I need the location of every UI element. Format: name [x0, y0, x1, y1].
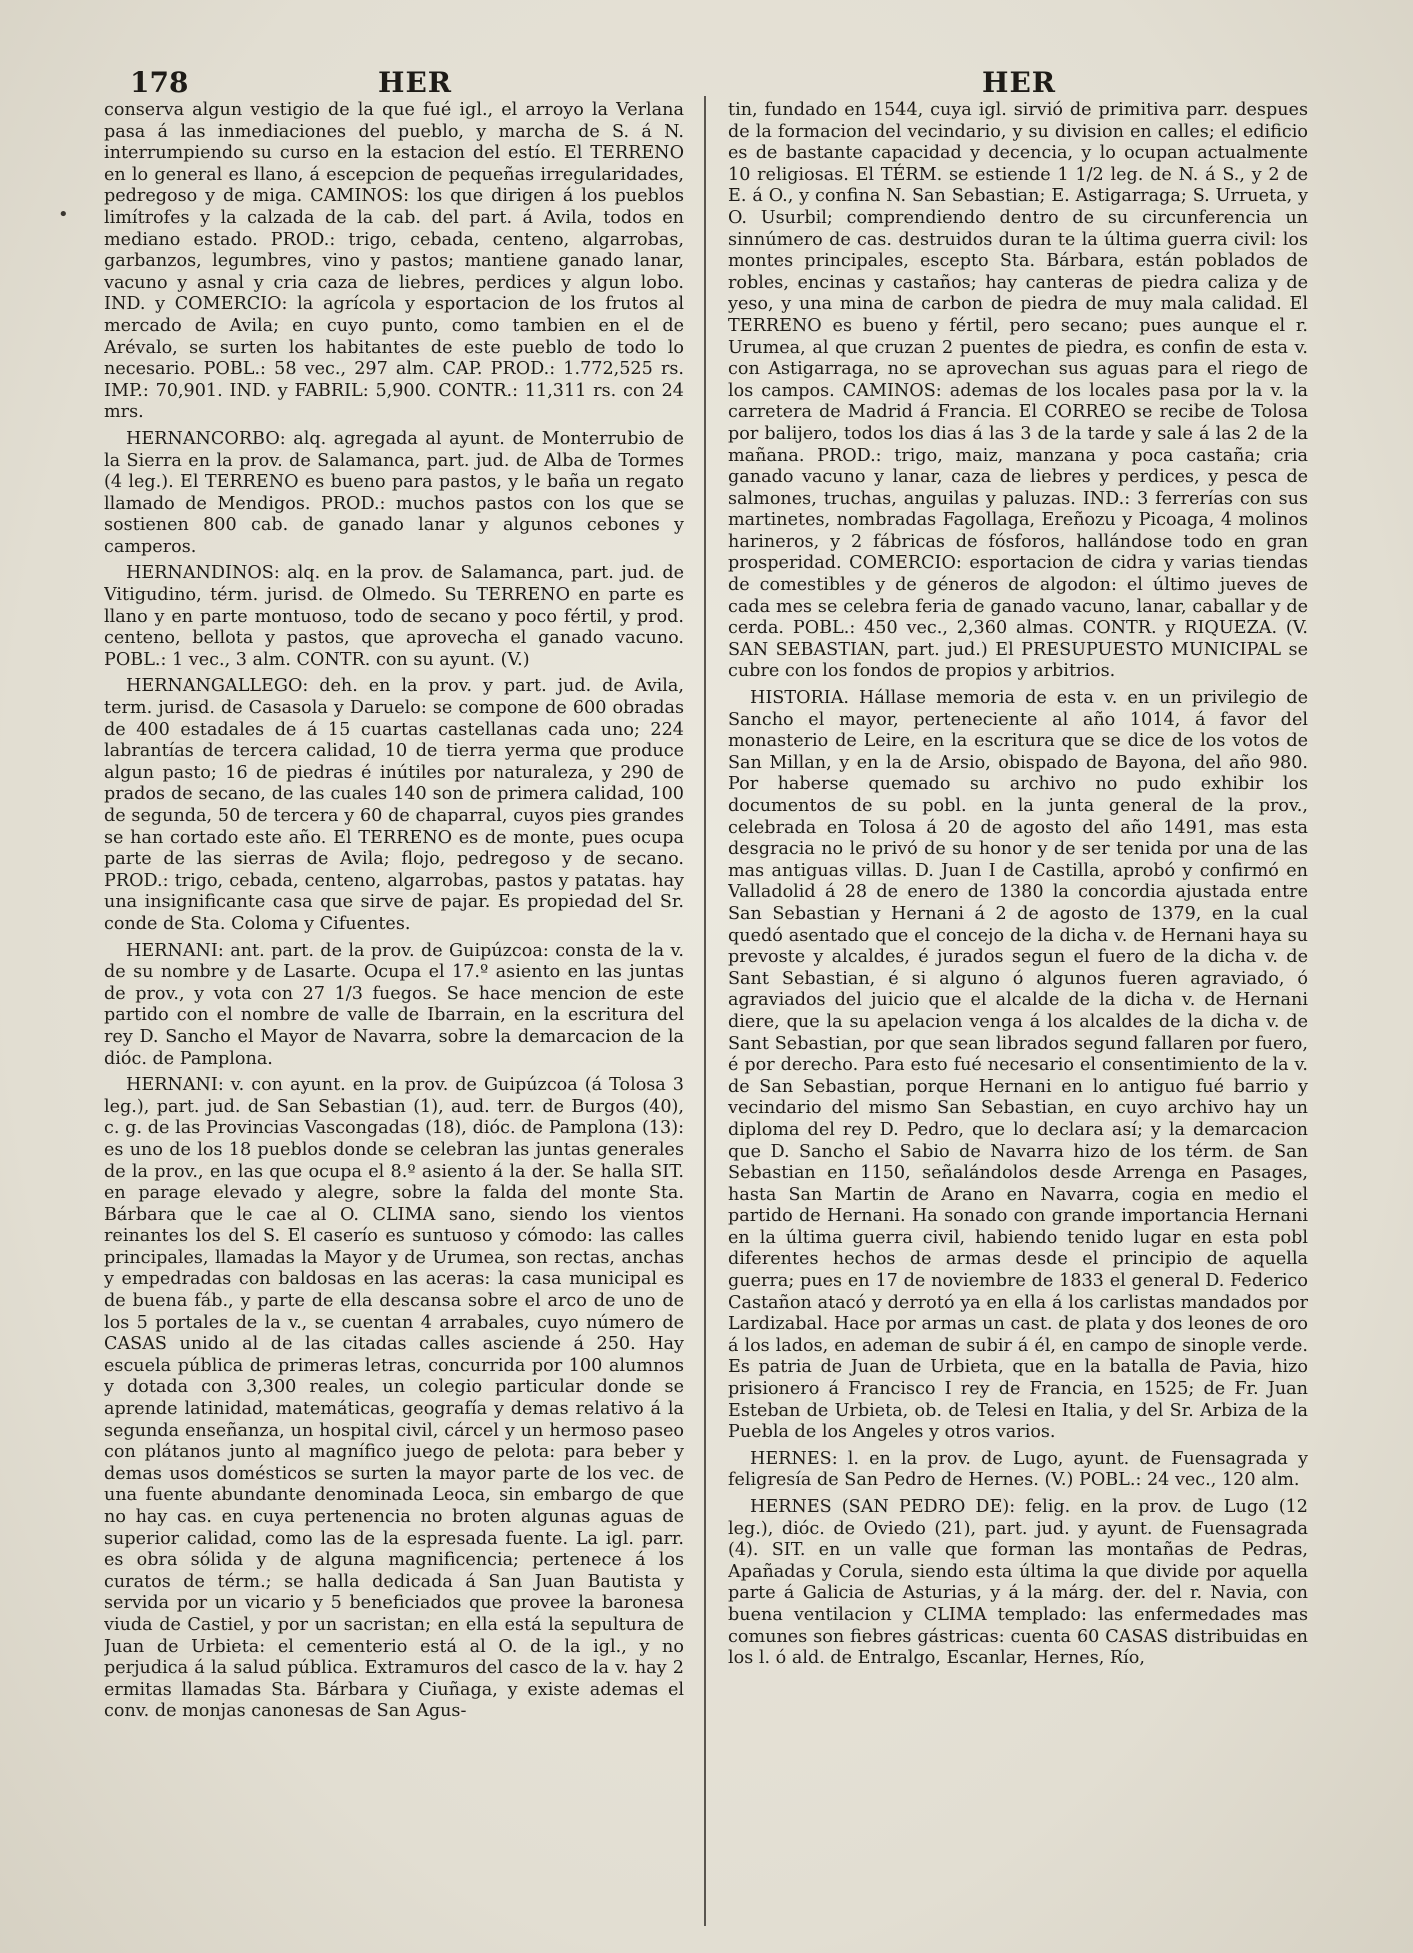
entry-fragment-continuation: conserva algun vestigio de la que fué igl., el arroyo la Verlana pasa á las inmediaciones del pueblo, y marcha de S. á N. interrumpiendo su curso en la estacion del estío. El TERRENO en lo general es llano, á escepcion de pequeñas irregularidades, pedregoso y de miga. CAMINOS: los que dirigen á los pueblos limítrofes y la calzada de la cab. del part. á Avila, todos en mediano estado. PROD.: trigo, cebada, centeno, algarrobas, garbanzos, legumbres, vino y pastos; mantiene ganado lanar, vacuno y asnal y cria caza de liebres, perdices y algun lobo. IND. y COMERCIO: la agrícola y esportacion de los frutos al mercado de Avila; en cuyo punto, como tambien en el de Arévalo, se surten los habitantes de este pueblo de todo lo necesario. POBL.: 58 vec., 297 alm. CAP. PROD.: 1.772,525 rs. IMP.: 70,901. IND. y FABRIL: 5,900. CONTR.: 11,311 rs. con 24 mrs. — [104, 100, 684, 423]
entry-hernes: HERNES: l. en la prov. de Lugo, ayunt. de Fuensagrada y feligresía de San Pedro de Hernes. (V.) POBL.: 24 vec., 120 alm. — [728, 1448, 1308, 1491]
margin-mark: • — [58, 204, 69, 225]
running-head-left: HER — [378, 66, 453, 99]
entry-hernangallego: HERNANGALLEGO: deh. en la prov. y part. jud. de Avila, term. jurisd. de Casasola y Daruelo: se compone de 600 obradas de 400 estadales de á 15 cuartas castellanas cada uno; 224 labrantías de tercera calidad, 10 de tierra yerma que produce algun pasto; 16 de piedras é inútiles por naturaleza, y 290 de prados de secano, de las cuales 140 son de primera calidad, 100 de segunda, 50 de tercera y 60 de chaparral, cuyos pies grandes se han cortado este año. El TERRENO es de monte, pues ocupa parte de las sierras de Avila; flojo, pedregoso y de secano. PROD.: trigo, cebada, centeno, algarrobas, pastos y patatas. hay una insignificante casa que sirve de pajar. Es propiedad del Sr. conde de Sta. Coloma y Cifuentes. — [104, 676, 684, 934]
entry-hernani-historia: HISTORIA. Hállase memoria de esta v. en un privilegio de Sancho el mayor, perteneciente al año 1014, á favor del monasterio de Leire, en la escritura que se dice de los votos de San Millan, y en la de Arsio, obispado de Bayona, del año 980. Por haberse quemado su archivo no pudo exhibir los documentos de su pobl. en la junta general de la prov., celebrada en Tolosa á 20 de agosto del año 1491, mas esta desgracia no le privó de su honor y de ser tenida por una de las mas antiguas villas. D. Juan I de Castilla, aprobó y confirmó en Valladolid á 28 de enero de 1380 la concordia ajustada entre San Sebastian y Hernani á 2 de agosto de 1379, en la cual quedó asentado que el concejo de la dicha v. de Hernani haya su prevoste y alcaldes, é jurados segun el fuero de la dicha v. de Sant Sebastian, é si alguno ó algunos fueren agraviado, ó agraviados del juicio que el alcalde de la dicha v. de Hernani diere, que la su apelacion venga á los alcaldes de la dicha v. de Sant Sebastian, por que sean librados segund fallaren por fuero, é por derecho. Para esto fué necesario el consentimiento de la v. de San Sebastian, porque Hernani en lo antiguo fué barrio y vecindario del mismo San Sebastian, en cuyo archivo hay un diploma del rey D. Pedro, que lo declara así; y la demarcacion que D. Sancho el Sabio de Navarra hizo de los térm. de San Sebastian en 1150, señalándolos desde Arrenga en Pasages, hasta San Martin de Arano en Navarra, cogia en medio el partido de Hernani. Ha sonado con grande importancia Hernani en la última guerra civil, habiendo tenido lugar en esta pobl diferentes hechos de armas desde el principio de aquella guerra; pues en 17 de noviembre de 1833 el general D. Federico Castañon atacó y derrotó ya en ella á los carlistas mandados por Lardizabal. Hace por armas un cast. de plata y dos leones de oro á los lados, en ademan de subir á él, en campo de sinople verde. Es patria de Juan de Urbieta, que en la batalla de Pavia, hizo prisionero á Francisco I rey de Francia, en 1525; de Fr. Juan Esteban de Urbieta, ob. de Telesi en Italia, y del Sr. Arbiza de la Puebla de los Angeles y otros varios. — [728, 688, 1308, 1443]
entry-hernes-san-pedro: HERNES (SAN PEDRO DE): felig. en la prov. de Lugo (12 leg.), dióc. de Oviedo (21), part. jud. y ayunt. de Fuensagrada (4). SIT. en un valle que forman las montañas de Pedras, Apañadas y Corula, siendo esta última la que divide por aquella parte á Galicia de Asturias, y á la márg. der. del r. Navia, con buena ventilacion y CLIMA templado: las enfermedades mas comunes son fiebres gástricas: cuenta 60 CASAS distribuidas en los l. ó ald. de Entralgo, Escanlar, Hernes, Río, — [728, 1497, 1308, 1669]
entry-hernancorbo: HERNANCORBO: alq. agregada al ayunt. de Monterrubio de la Sierra en la prov. de Salamanca, part. jud. de Alba de Tormes (4 leg.). El TERRENO es bueno para pastos, y le baña un regato llamado de Mendigos. PROD.: muchos pastos con los que se sostienen 800 cab. de ganado lanar y algunos cebones y camperos. — [104, 428, 684, 557]
entry-hernani-villa: HERNANI: v. con ayunt. en la prov. de Guipúzcoa (á Tolosa 3 leg.), part. jud. de San Sebastian (1), aud. terr. de Burgos (40), c. g. de las Provincias Vascongadas (18), dióc. de Pamplona (13): es uno de los 18 pueblos donde se celebran las juntas generales de la prov., en las que ocupa el 8.º asiento á la der. Se halla SIT. en parage elevado y alegre, sobre la falda del monte Sta. Bárbara que le cae al O. CLIMA sano, siendo los vientos reinantes los del S. El caserío es suntuoso y cómodo: las calles principales, llamadas la Mayor y de Urumea, son rectas, anchas y empedradas con baldosas en las aceras: la casa municipal es de buena fáb., y parte de ella descansa sobre el arco de uno de los 5 portales de la v., se cuentan 4 arrabales, cuyo número de CASAS unido al de las citadas calles asciende á 250. Hay escuela pública de primeras letras, concurrida por 100 alumnos y dotada con 3,300 reales, un colegio particular donde se aprende latinidad, matemáticas, geografía y demas relativo á la segunda enseñanza, un hospital civil, cárcel y un hermoso paseo con plátanos junto al magnífico juego de pelota: para beber y demas usos domésticos se surten la mayor parte de los vec. de una fuente abundante denominada Leoca, sin embargo de que no hay cas. en cuya pertenencia no broten algunas aguas de superior calidad, como las de la espresada fuente. La igl. parr. es obra sólida y de alguna magnificencia; pertenece á los curatos de térm.; se halla dedicada á San Juan Bautista y servida por un vicario y 5 beneficiados que provee la baronesa viuda de Castiel, y por un sacristan; en ella está la sepultura de Juan de Urbieta: el cementerio está al O. de la igl., y no perjudica á la salud pública. Extramuros del casco de la v. hay 2 ermitas llamadas Sta. Bárbara y Ciuñaga, y existe ademas el conv. de monjas canonesas de San Agus- — [104, 1075, 684, 1722]
page-number: 178 — [130, 66, 189, 99]
entry-hernani-continuation: tin, fundado en 1544, cuya igl. sirvió de primitiva parr. despues de la formacion del vecindario, y su division en calles; el edificio es de bastante capacidad y decencia, y lo ocupan actualmente 10 religiosas. El TÉRM. se estiende 1 1/2 leg. de N. á S., y 2 de E. á O., y confina N. San Sebastian; E. Astigarraga; S. Urrueta, y O. Usurbil; comprendiendo dentro de su circunferencia un sinnúmero de cas. destruidos duran te la última guerra civil: los montes principales, escepto Sta. Bárbara, están poblados de robles, encinas y castaños; hay canteras de piedra caliza y de yeso, y una mina de carbon de piedra de muy mala calidad. El TERRENO es bueno y fértil, pero secano; pues aunque el r. Urumea, al que cruzan 2 puentes de piedra, es confin de esta v. con Astigarraga, no se aprovechan sus aguas para el riego de los campos. CAMINOS: ademas de los locales pasa por la v. la carretera de Madrid á Francia. El CORREO se recibe de Tolosa por balijero, todos los dias á las 3 de la tarde y sale á las 2 de la mañana. PROD.: trigo, maiz, manzana y poca castaña; cria ganado vacuno y lanar, caza de liebres y perdices, y pesca de salmones, truchas, anguilas y paluzas. IND.: 3 ferrerías con sus martinetes, nombradas Fagollaga, Ereñozu y Picoaga, 4 molinos harineros, y 2 fábricas de fósforos, hallándose todo en gran prosperidad. COMERCIO: esportacion de cidra y varias tiendas de comestibles y de géneros de algodon: el último jueves de cada mes se celebra feria de ganado vacuno, lanar, caballar y de cerda. POBL.: 450 vec., 2,360 almas. CONTR. y RIQUEZA. (V. SAN SEBASTIAN, part. jud.) El PRESUPUESTO MUNICIPAL se cubre con los fondos de propios y arbitrios. — [728, 100, 1308, 682]
entry-hernani-partido: HERNANI: ant. part. de la prov. de Guipúzcoa: consta de la v. de su nombre y de Lasarte. Ocupa el 17.º asiento en las juntas de prov., y vota con 27 1/3 fuegos. Se hace mencion de este partido con el nombre de valle de Ibarrain, en la escritura del rey D. Sancho el Mayor de Navarra, sobre la demarcacion de la dióc. de Pamplona. — [104, 940, 684, 1069]
left-column — [104, 100, 684, 1932]
right-column — [728, 100, 1308, 1932]
running-head-right: HER — [982, 66, 1057, 99]
entry-hernandinos: HERNANDINOS: alq. en la prov. de Salamanca, part. jud. de Vitigudino, térm. jurisd. de Olmedo. Su TERRENO en parte es llano y en parte montuoso, todo de secano y poco fértil, y prod. centeno, bellota y pastos, que aprovecha el ganado vacuno. POBL.: 1 vec., 3 alm. CONTR. con su ayunt. (V.) — [104, 563, 684, 670]
column-divider — [704, 96, 706, 1926]
